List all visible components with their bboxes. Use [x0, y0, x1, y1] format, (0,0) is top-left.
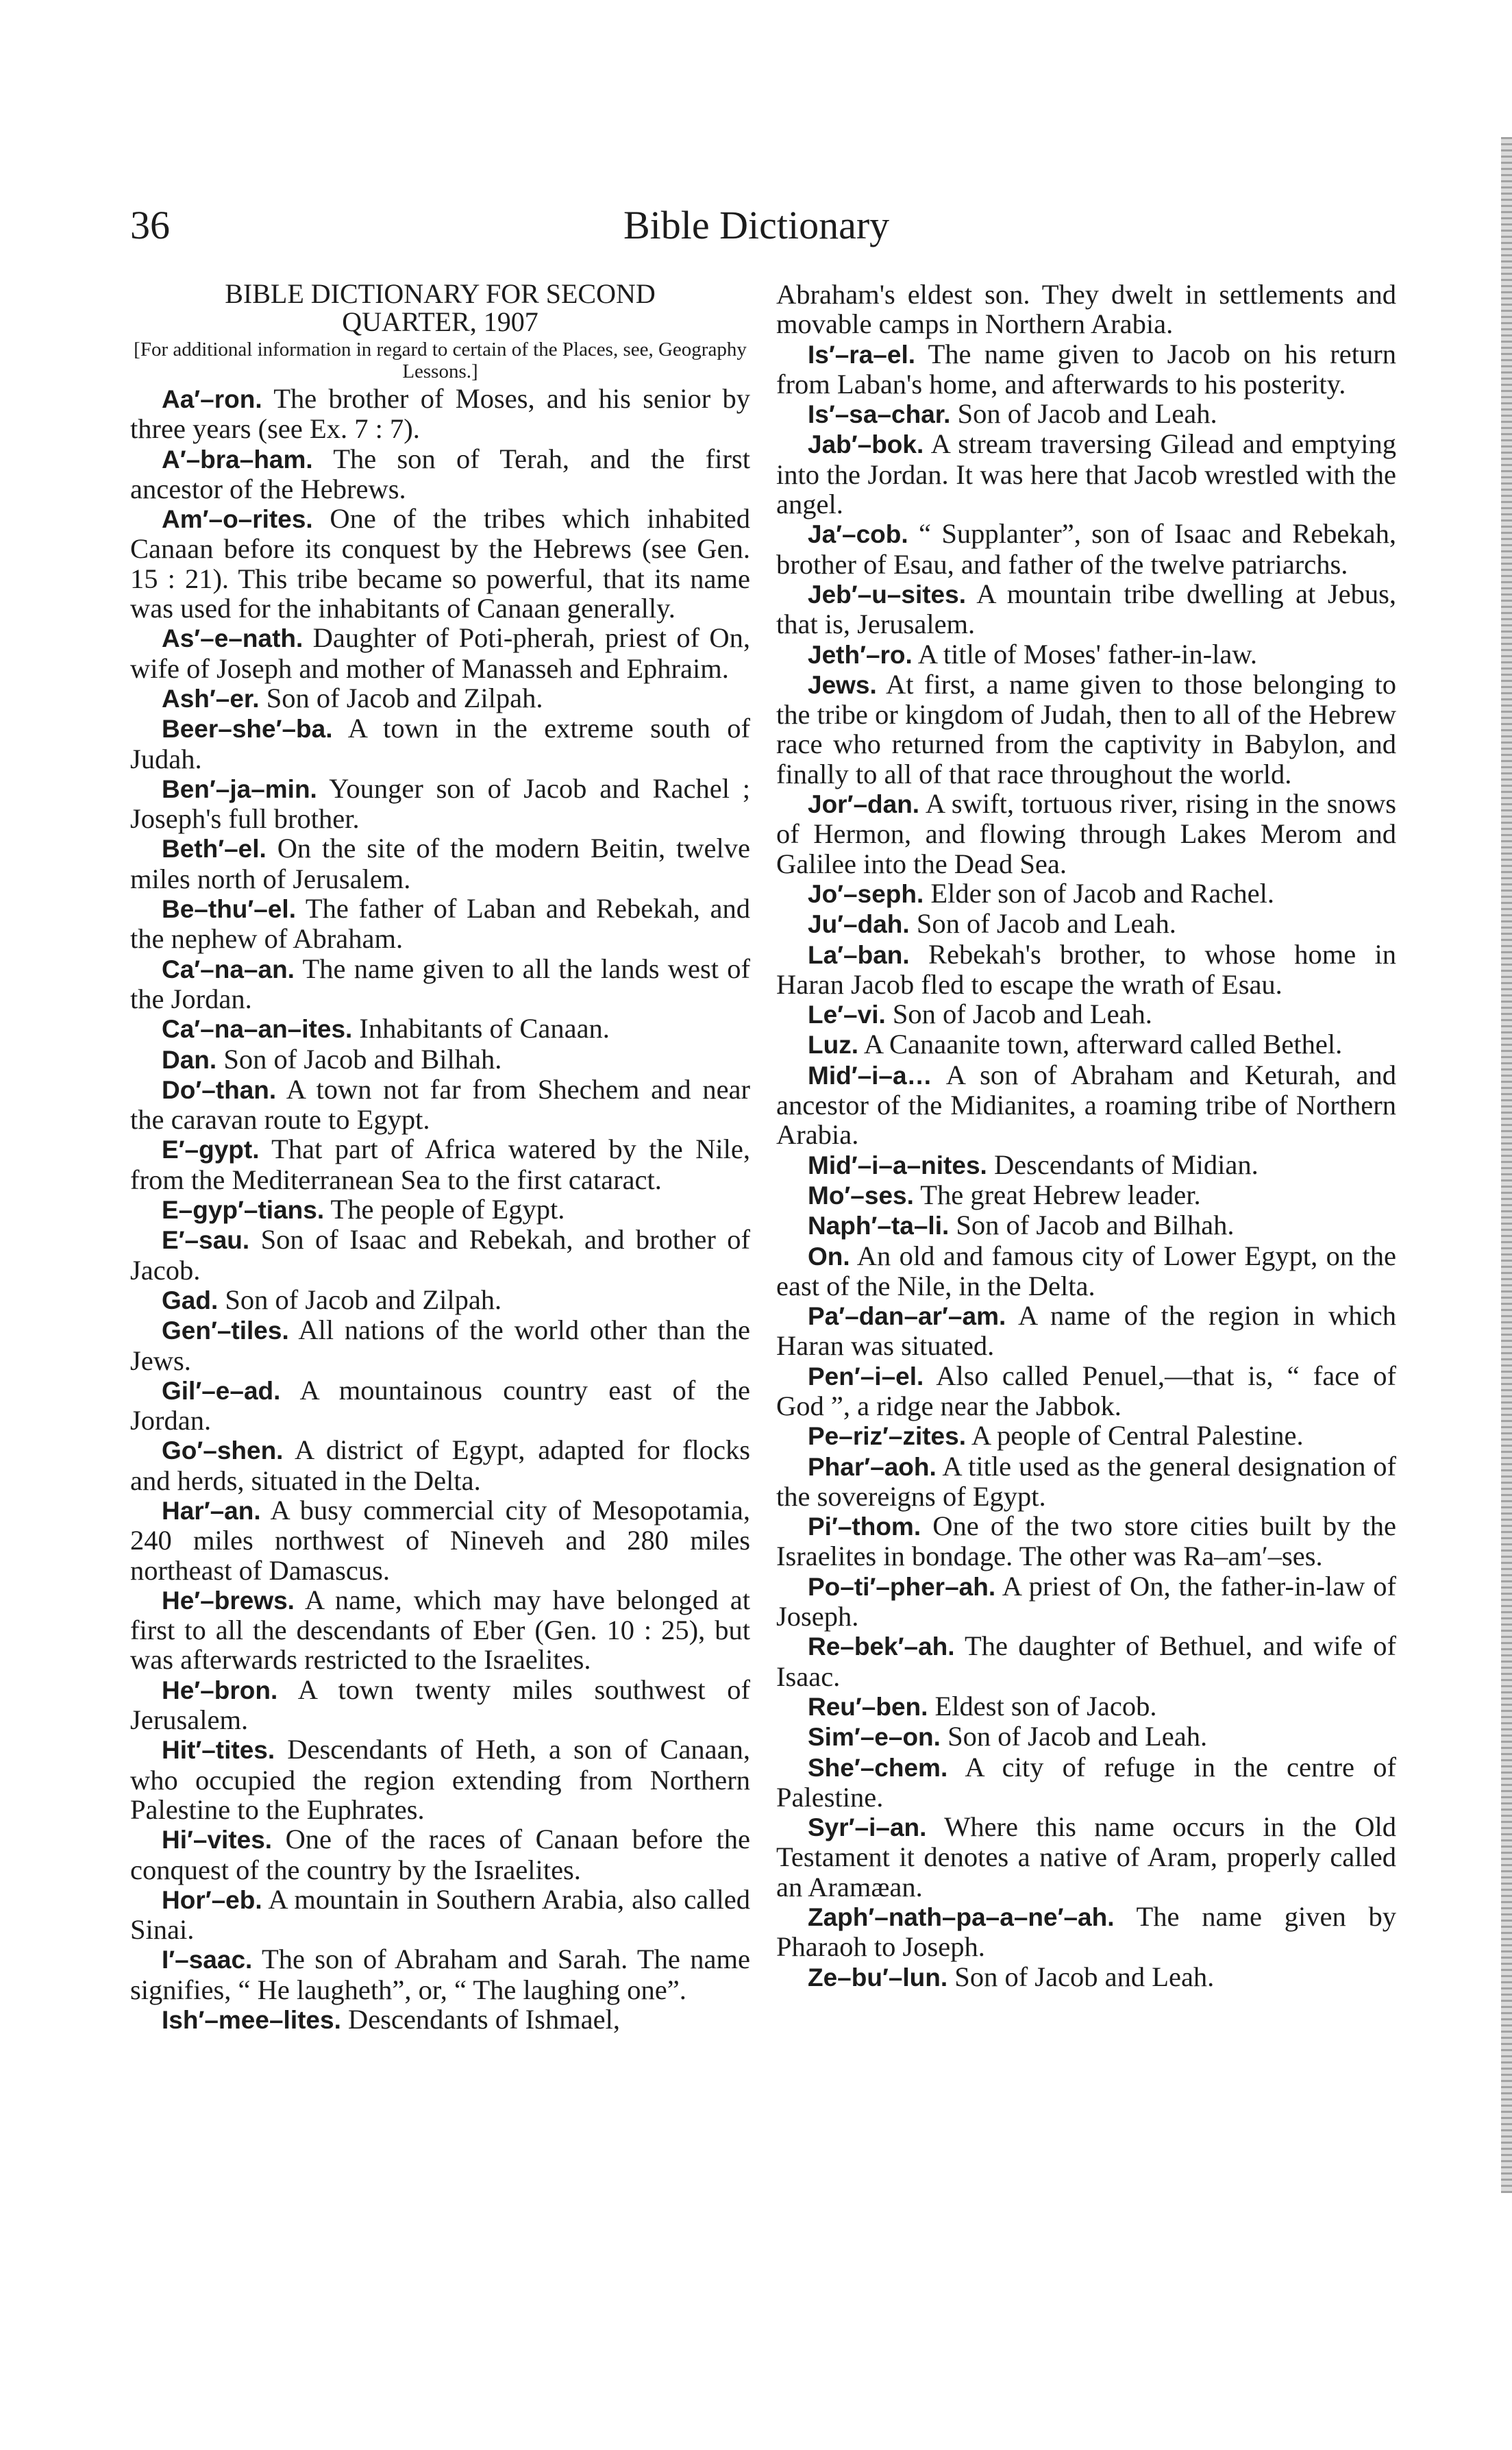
entry-definition: At first, a name given to those belonging to the tribe or kingdom of Judah, then to all of the Hebrew race who returned from the captivity in Babylon, and finally to all of that race throughout the world.	[776, 668, 1397, 789]
entry-term: Gil′–e–ad.	[162, 1376, 281, 1405]
entry-term: Ju′–dah.	[808, 910, 910, 939]
entry-term: Phar′–aoh.	[808, 1452, 937, 1481]
dictionary-entry	[776, 429, 1396, 519]
dictionary-entry	[130, 1944, 750, 2005]
dictionary-entry	[130, 1495, 750, 1585]
section-title-line-1: BIBLE DICTIONARY FOR SECOND	[225, 278, 656, 309]
entry-definition: A city of refuge in the centre of Palestine.	[776, 1751, 1396, 1813]
dictionary-entry	[130, 1285, 750, 1315]
entry-term: Go′–shen.	[162, 1436, 284, 1465]
entry-term: Jab′–bok.	[808, 430, 924, 459]
dictionary-entry	[130, 1885, 750, 1945]
dictionary-entry	[130, 623, 750, 683]
dictionary-entry	[776, 789, 1396, 879]
entry-term: Am′–o–rites.	[162, 505, 313, 534]
entry-definition: A title of Moses' father-in-law.	[917, 638, 1258, 670]
entry-term: E′–gypt.	[162, 1136, 260, 1164]
entry-definition: On the site of the modern Beitin, twelve miles north of Jerusalem.	[130, 833, 750, 894]
entry-definition: The name given by Pharaoh to Joseph.	[776, 1901, 1396, 1963]
dictionary-entry	[776, 1752, 1396, 1813]
entry-term: La′–ban.	[808, 940, 910, 969]
entry-term: Beth′–el.	[162, 835, 267, 863]
entry-definition: Rebekah's brother, to whose home in Haran Jacob fled to escape the wrath of Esau.	[776, 938, 1397, 1000]
entry-term: Mo′–ses.	[808, 1181, 914, 1210]
entry-term: She′–chem.	[808, 1753, 948, 1782]
entry-definition: One of the tribes which inhabited Canaan before its conquest by the Hebrews (see Gen. 15 : 21). This tribe became so powerful, that its name was used for the inhabitants of Canaan generally.	[130, 503, 751, 624]
entry-definition: Son of Jacob and Bilhah.	[223, 1043, 502, 1075]
dictionary-entry	[776, 1631, 1396, 1691]
entry-definition: Elder son of Jacob and Rachel.	[930, 877, 1274, 909]
dictionary-entry	[776, 940, 1396, 1000]
entry-term: I′–saac.	[162, 1946, 253, 1974]
entry-term: Mid′–i–a…	[808, 1061, 932, 1090]
entry-definition: The brother of Moses, and his senior by three years (see Ex. 7 : 7).	[130, 383, 750, 445]
dictionary-entry	[776, 1361, 1396, 1421]
entry-term: Ja′–cob.	[808, 520, 908, 549]
dictionary-entry	[776, 280, 1396, 339]
entry-definition: The great Hebrew leader.	[920, 1179, 1201, 1210]
entry-term: Jeb′–u–sites.	[808, 580, 966, 609]
dictionary-entry	[776, 1421, 1396, 1451]
entry-definition: A mountain tribe dwelling at Jebus, that is, Jerusalem.	[776, 578, 1397, 640]
entry-definition: Son of Isaac and Rebekah, and brother of Jacob.	[130, 1224, 750, 1286]
dictionary-entry	[776, 519, 1396, 579]
dictionary-entry	[776, 1812, 1396, 1902]
page-number: 36	[130, 203, 170, 247]
entry-definition: Son of Jacob and Leah.	[916, 908, 1176, 940]
entry-term: Gen′–tiles.	[162, 1316, 289, 1345]
entry-term: Le′–vi.	[808, 1001, 886, 1029]
entry-term: Hor′–eb.	[162, 1885, 262, 1914]
entry-definition: Abraham's eldest son. They dwelt in settlements and movable camps in Northern Arabia.	[776, 279, 1396, 340]
section-note: [For additional information in regard to certain of the Places, see, Geography Lessons.]	[134, 339, 747, 382]
dictionary-entry	[130, 1824, 750, 1885]
entry-term: He′–bron.	[162, 1676, 278, 1704]
entry-definition: The people of Egypt.	[330, 1194, 565, 1225]
entry-definition: A town in the extreme south of Judah.	[130, 713, 750, 774]
entry-term: Be–thu′–el.	[162, 895, 296, 924]
entry-definition: A name, which may have belonged at first to all the descendants of Eber (Gen. 10 : 25), but was afterwards restricted to the Israelites.	[130, 1584, 751, 1676]
entry-definition: A son of Abraham and Keturah, and ancestor of the Midianites, a roaming tribe of Northern Arabia.	[776, 1059, 1397, 1151]
page-edge-shading	[1501, 137, 1512, 2193]
dictionary-entry	[130, 1735, 750, 1824]
dictionary-entry	[130, 1134, 750, 1195]
dictionary-entry	[130, 894, 750, 954]
running-title: Bible Dictionary	[623, 203, 890, 247]
entry-term: Ca′–na–an.	[162, 955, 295, 983]
entry-term: Syr′–i–an.	[808, 1813, 927, 1842]
entry-definition: Son of Jacob and Zilpah.	[266, 682, 543, 713]
entry-definition: Son of Jacob and Leah.	[957, 398, 1217, 430]
entry-term: Ben′–ja–min.	[162, 774, 317, 803]
entry-definition: Eldest son of Jacob.	[934, 1690, 1157, 1722]
dictionary-entry	[130, 1315, 750, 1375]
entry-term: Pe–riz′–zites.	[808, 1422, 966, 1451]
section-title	[130, 280, 750, 336]
entry-term: Is′–ra–el.	[808, 340, 915, 369]
dictionary-entry	[776, 639, 1396, 670]
entry-term: E′–sau.	[162, 1226, 250, 1255]
entry-term: Gad.	[162, 1286, 219, 1314]
dictionary-entry	[776, 1962, 1396, 1992]
entry-definition: The name given to Jacob on his return from Laban's home, and afterwards to his posterity.	[776, 338, 1396, 400]
entry-definition: A title used as the general designation of the sovereigns of Egypt.	[776, 1450, 1397, 1512]
dictionary-entry	[776, 1722, 1396, 1752]
entry-term: Is′–sa–char.	[808, 400, 951, 429]
right-column	[776, 280, 1396, 1992]
dictionary-entry	[776, 909, 1396, 939]
entry-term: A′–bra–ham.	[162, 445, 313, 474]
entry-term: Hit′–tites.	[162, 1736, 275, 1765]
dictionary-entry	[130, 1375, 750, 1436]
dictionary-entry	[776, 1301, 1396, 1361]
dictionary-entry	[130, 1044, 750, 1075]
entry-definition: Younger son of Jacob and Rachel ; Joseph's full brother.	[130, 772, 751, 835]
dictionary-entry	[130, 683, 750, 713]
entry-definition: Daughter of Poti-pherah, priest of On, wife of Joseph and mother of Manasseh and Ephraim.	[130, 622, 751, 684]
entry-term: Pa′–dan–ar′–am.	[808, 1302, 1006, 1331]
entry-definition: The daughter of Bethuel, and wife of Isaac.	[776, 1630, 1396, 1692]
entry-term: Sim′–e–on.	[808, 1723, 941, 1752]
entry-term: E–gyp′–tians.	[162, 1196, 325, 1225]
dictionary-entry	[776, 1902, 1396, 1962]
entry-definition: A mountain in Southern Arabia, also called Sinai.	[130, 1883, 750, 1946]
entry-term: Ish′–mee–lites.	[162, 2006, 341, 2035]
entry-term: Luz.	[808, 1031, 858, 1059]
entry-term: As′–e–nath.	[162, 624, 303, 653]
entry-definition: Descendants of Ishmael,	[347, 2004, 620, 2035]
dictionary-entry	[776, 1150, 1396, 1180]
dictionary-entry	[776, 670, 1396, 789]
entry-term: Ze–bu′–lun.	[808, 1963, 948, 1992]
dictionary-entry	[130, 1195, 750, 1225]
entry-definition: Also called Penuel,—that is, “ face of God ”, a ridge near the Jabbok.	[776, 1360, 1396, 1421]
entry-term: Ash′–er.	[162, 684, 260, 713]
dictionary-entry	[130, 1014, 750, 1044]
entry-term: Reu′–ben.	[808, 1692, 928, 1721]
entry-definition: Son of Jacob and Leah.	[954, 1961, 1215, 1992]
dictionary-entry	[776, 1451, 1396, 1512]
entry-definition: A mountainous country east of the Jordan.	[130, 1374, 750, 1436]
dictionary-entry	[130, 1225, 750, 1285]
dictionary-entry	[776, 1029, 1396, 1059]
entry-definition: Son of Jacob and Leah.	[947, 1721, 1208, 1752]
dictionary-entry	[130, 2005, 750, 2035]
entry-term: Jeth′–ro.	[808, 640, 913, 669]
entry-definition: All nations of the world other than the Jews.	[130, 1314, 750, 1376]
entry-term: Jor′–dan.	[808, 790, 920, 819]
dictionary-entry	[776, 999, 1396, 1029]
entry-definition: A stream traversing Gilead and emptying into the Jordan. It was here that Jacob wrestled with the angel.	[776, 428, 1396, 520]
entry-definition: Inhabitants of Canaan.	[359, 1013, 610, 1044]
entry-definition: One of the two store cities built by the Israelites in bondage. The other was Ra–am′–ses.	[776, 1510, 1397, 1572]
entry-term: Re–bek′–ah.	[808, 1632, 955, 1661]
entry-term: Ca′–na–an–ites.	[162, 1015, 353, 1044]
entry-term: Po–ti′–pher–ah.	[808, 1572, 996, 1601]
entry-term: Jews.	[808, 670, 877, 699]
entry-term: Zaph′–nath–pa–a–ne′–ah.	[808, 1903, 1115, 1932]
entry-definition: A town not far from Shechem and near the caravan route to Egypt.	[130, 1073, 751, 1136]
dictionary-entry	[776, 399, 1396, 429]
entry-definition: A swift, tortuous river, rising in the snows of Hermon, and flowing through Lakes Merom and Galilee into the Dead Sea.	[776, 788, 1396, 879]
entry-definition: A people of Central Palestine.	[971, 1420, 1304, 1451]
entry-definition: The son of Abraham and Sarah. The name signifies, “ He laugheth”, or, “ The laughing one”.	[130, 1944, 750, 2005]
entry-term: Do′–than.	[162, 1075, 277, 1104]
page-header	[130, 195, 1432, 257]
entry-term: Dan.	[162, 1045, 217, 1074]
dictionary-entry	[130, 384, 750, 444]
entry-definition: Descendants of Midian.	[993, 1149, 1259, 1180]
entry-term: Har′–an.	[162, 1496, 261, 1525]
entry-definition: A priest of On, the father-in-law of Joseph.	[776, 1570, 1397, 1632]
dictionary-entry	[776, 579, 1396, 639]
entry-definition: A town twenty miles southwest of Jerusalem.	[130, 1674, 750, 1736]
entry-definition: The father of Laban and Rebekah, and the nephew of Abraham.	[130, 893, 750, 955]
dictionary-entry	[130, 444, 750, 504]
dictionary-entry	[130, 954, 750, 1014]
dictionary-entry	[776, 879, 1396, 909]
entry-definition: Descendants of Heth, a son of Canaan, who occupied the region extending from Northern Palestine to the Euphrates.	[130, 1734, 750, 1825]
dictionary-entry	[776, 1180, 1396, 1210]
left-column	[130, 280, 750, 2035]
entry-term: On.	[808, 1242, 850, 1271]
dictionary-entry	[776, 1060, 1396, 1150]
entry-term: He′–brews.	[162, 1586, 295, 1615]
entry-definition: Son of Jacob and Leah.	[892, 999, 1152, 1030]
dictionary-entry	[776, 1511, 1396, 1571]
section-title-line-2: QUARTER, 1907	[342, 306, 538, 337]
dictionary-entry	[130, 1675, 750, 1735]
entry-definition: One of the races of Canaan before the conquest of the country by the Israelites.	[130, 1824, 750, 1885]
dictionary-entry	[776, 339, 1396, 400]
entry-definition: “ Supplanter”, son of Isaac and Rebekah, brother of Esau, and father of the twelve patriarchs.	[776, 518, 1397, 580]
dictionary-entry	[776, 1210, 1396, 1240]
entry-definition: A busy commercial city of Mesopotamia, 240 miles northwest of Nineveh and 280 miles northeast of Damascus.	[130, 1494, 750, 1586]
dictionary-entry	[776, 1241, 1396, 1301]
entry-definition: The name given to all the lands west of the Jordan.	[130, 953, 750, 1014]
entry-definition: Where this name occurs in the Old Testament it denotes a native of Aram, properly called an Aramæan.	[776, 1811, 1396, 1902]
entry-definition: Son of Jacob and Bilhah.	[956, 1210, 1235, 1241]
entry-term: Naph′–ta–li.	[808, 1212, 950, 1240]
dictionary-entry	[130, 1435, 750, 1495]
entry-definition: An old and famous city of Lower Egypt, on the east of the Nile, in the Delta.	[776, 1240, 1396, 1301]
dictionary-entry	[130, 1585, 750, 1675]
entry-term: Jo′–seph.	[808, 879, 924, 908]
dictionary-entry	[130, 713, 750, 774]
entry-term: Pi′–thom.	[808, 1512, 921, 1541]
dictionary-entry	[130, 504, 750, 623]
entry-definition: The son of Terah, and the first ancestor of the Hebrews.	[130, 443, 750, 504]
entry-definition: Son of Jacob and Zilpah.	[225, 1284, 502, 1315]
entry-term: Aa′–ron.	[162, 385, 262, 413]
entry-term: Pen′–i–el.	[808, 1362, 924, 1391]
entry-definition: A district of Egypt, adapted for flocks and herds, situated in the Delta.	[130, 1434, 751, 1496]
dictionary-entry	[130, 774, 750, 834]
dictionary-entry	[776, 1691, 1396, 1722]
entry-term: Beer–she′–ba.	[162, 715, 333, 744]
dictionary-entry	[130, 1075, 750, 1135]
entry-definition: A name of the region in which Haran was situated.	[776, 1300, 1396, 1362]
dictionary-entry	[776, 1571, 1396, 1632]
dictionary-entry	[130, 833, 750, 894]
entry-term: Hi′–vites.	[162, 1826, 273, 1854]
entry-term: Mid′–i–a–nites.	[808, 1151, 987, 1179]
entry-definition: A Canaanite town, afterward called Bethel.	[863, 1029, 1343, 1060]
entry-definition: That part of Africa watered by the Nile, from the Mediterranean Sea to the first cataract.	[130, 1134, 750, 1195]
